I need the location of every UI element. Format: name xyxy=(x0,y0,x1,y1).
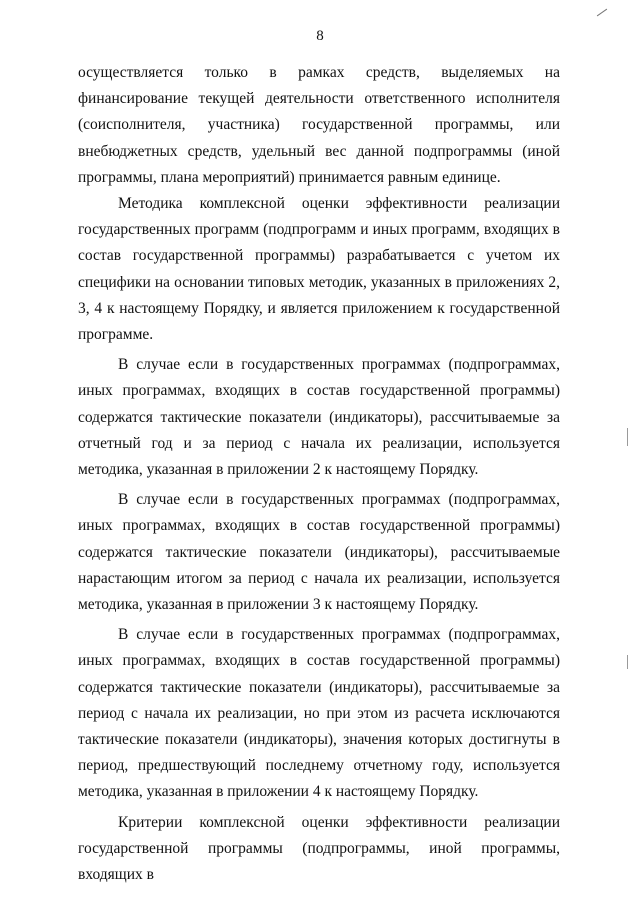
page-number: 8 xyxy=(316,28,324,44)
paragraph-6: Критерии комплексной оценки эффективности реализации государственной программы (подпрограммы, иной программы, входящих в xyxy=(78,813,560,884)
scan-mark xyxy=(627,428,628,446)
paragraph-2: Методика комплексной оценки эффективности реализации государственных программ (подпрограмм и иных программ, входящих в состав государственной программы) разрабатывается с учетом их специфики на основании типовых методик, указанных в приложениях 2, 3, 4 к настоящему Порядку, и является приложением к государственной программе. xyxy=(78,195,560,344)
paragraph-4: В случае если в государственных программах (подпрограммах, иных программах, входящих в состав государственной программы) содержатся тактические показатели (индикаторы), рассчитываемые нарастающим итогом за период с начала их реализации, используется методика, указанная в приложении 3 к настоящему Порядку. xyxy=(78,491,560,614)
scan-mark xyxy=(597,9,607,17)
paragraph-3: В случае если в государственных программах (подпрограммах, иных программах, входящих в состав государственной программы) содержатся тактические показатели (индикаторы), рассчитываемые за отчетный год и за период с начала их реализации, используется методика, указанная в приложении 2 к настоящему Порядку. xyxy=(78,356,560,479)
scan-mark xyxy=(627,655,628,669)
paragraph-1: осуществляется только в рамках средств, выделяемых на финансирование текущей деятельности ответственного исполнителя (соисполнителя, участника) государственной программы, или внебюджетных средств, удельный вес данной подпрограммы (иной программы, плана мероприятий) принимается равным единице. xyxy=(78,64,560,186)
paragraph-5: В случае если в государственных программах (подпрограммах, иных программах, входящих в состав государственной программы) содержатся тактические показатели (индикаторы), рассчитываемые за период с начала их реализации, но при этом из расчета исключаются тактические показатели (индикаторы), значения которых достигнуты в период, предшествующий последнему отчетному году, используется методика, указанная в приложении 4 к настоящему Порядку. xyxy=(78,626,560,801)
document-body xyxy=(78,60,560,888)
